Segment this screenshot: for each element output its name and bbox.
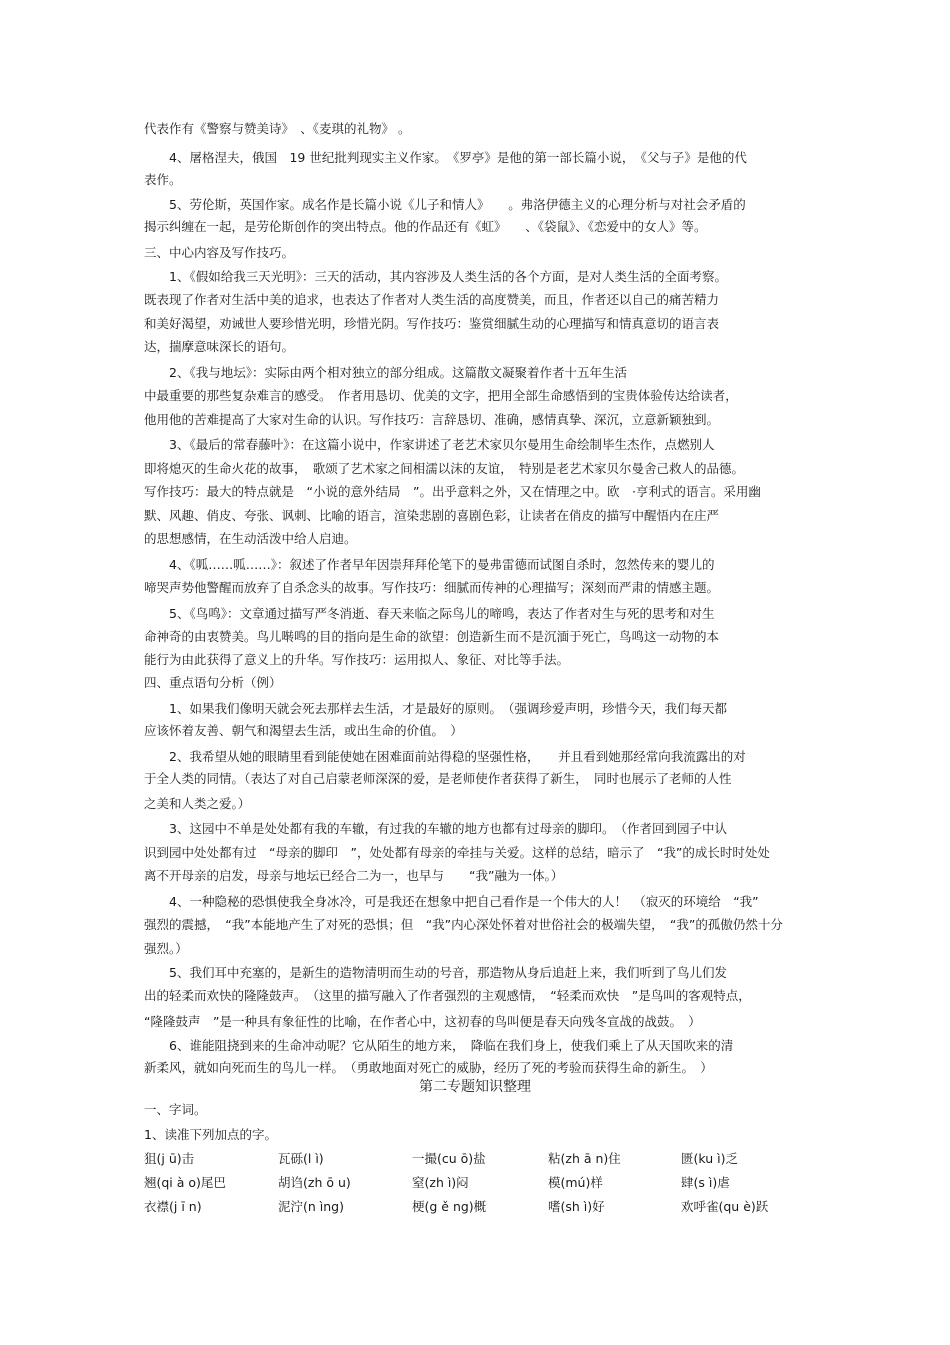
text-line: 4、屠格涅夫，俄国 19 世纪批判现实主义作家。 《罗亭》是他的第一部长篇小说， 《父与子》是他的代 [144, 150, 747, 165]
text-line: 2、我希望从她的眼睛里看到能使她在困难面前站得稳的坚强性格， 并且看到她那经常向我流露出的对 [144, 749, 746, 764]
text-line: 识到园中处处都有过 “母亲的脚印 ”，处处都有母亲的牵挂与关爱。这样的总结，暗示了 “我”的成长时时处处 [144, 845, 770, 860]
text-line: 四、重点语句分析（例） [144, 675, 282, 690]
text-line: 2、《我与地坛》：实际由两个相对独立的部分组成。这篇散文凝聚着作者十五年生活 [144, 365, 627, 380]
text-line: 5、劳伦斯，英国作家。成名作是长篇小说《儿子和情人》 。弗洛伊德主义的心理分析与对社会矛盾的 [144, 197, 746, 212]
vocab-item: 翘(qi à o)尾巴 [144, 1175, 226, 1190]
vocab-item: 瓦砾(l ì) [278, 1151, 324, 1166]
vocab-item: 胡诌(zh ō u) [278, 1175, 351, 1190]
vocab-item: 嗜(sh ì)好 [548, 1199, 605, 1214]
vocab-item: 梗(g ě ng)概 [412, 1199, 487, 1214]
text-line: 新柔风，就如向死而生的鸟儿一样。 （勇敢地面对死亡的威胁，经历了死的考验而获得生命的新生。 ） [144, 1060, 713, 1075]
text-line: 即将熄灭的生命火花的故事， 歌颂了艺术家之间相濡以沫的友谊， 特别是老艺术家贝尔曼舍己救人的品德。 [144, 461, 745, 476]
vocab-item: 窒(zh ì)闷 [412, 1175, 469, 1190]
text-line: 中最重要的那些复杂难言的感受。 作者用恳切、优美的文字，把用全部生命感悟到的宝贵体验传达给读者， [144, 388, 738, 403]
text-line: 达，揣摩意味深长的语句。 [144, 339, 295, 354]
section-heading: 一、字词。 [144, 1102, 207, 1117]
text-line: 4、《呱……呱……》：叙述了作者早年因崇拜拜伦笔下的曼弗雷德而试图自杀时，忽然传来的婴儿的 [144, 557, 715, 572]
text-line: 3、《最后的常春藤叶》：在这篇小说中，作家讲述了老艺术家贝尔曼用生命绘制毕生杰作，点燃别人 [144, 437, 715, 452]
exercise-prompt: 1、读准下列加点的字。 [144, 1127, 277, 1142]
text-line: 强烈。） [144, 941, 188, 956]
text-line: 揭示纠缠在一起，是劳伦斯创作的突出特点。他的作品还有《虹》 、《袋鼠》、《恋爱中的女人》等。 [144, 219, 707, 234]
text-line: 表作。 [144, 172, 182, 187]
text-line: “隆隆鼓声 ”是一种具有象征性的比喻，在作者心中，这初春的鸟叫便是春天向残冬宣战的战鼓。 ） [144, 1014, 701, 1029]
text-line: 和美好渴望，劝诫世人要珍惜光明，珍惜光阴。写作技巧：鉴赏细腻生动的心理描写和情真意切的语言表 [144, 316, 720, 331]
text-line: 既表现了作者对生活中美的追求，也表达了作者对人类生活的高度赞美，而且，作者还以自己的痛苦精力 [144, 292, 720, 307]
vocab-item: 一撮(cu ō)盐 [412, 1151, 486, 1166]
vocab-item: 欢呼雀(qu è)跃 [681, 1199, 769, 1214]
text-line: 他用他的苦难提高了大家对生命的认识。写作技巧：言辞恳切、准确，感情真挚、深沉，立意新颖独到。 [144, 412, 720, 427]
text-line: 默、风趣、俏皮、夸张、讽刺、比喻的语言，渲染悲剧的喜剧色彩，让读者在俏皮的描写中醒悟内在庄严 [144, 508, 720, 523]
text-line: 应该怀着友善、朝气和渴望去生活，或出生命的价值。 ） [144, 723, 463, 738]
text-line: 3、这园中不单是处处都有我的车辙，有过我的车辙的地方也都有过母亲的脚印。 （作者回到园子中认 [144, 821, 727, 836]
text-line: 出的轻柔而欢快的隆隆鼓声。 （这里的描写融入了作者强烈的主观感情， “轻柔而欢快 ”是鸟叫的客观特点， [144, 988, 751, 1003]
text-line: 写作技巧：最大的特点就是 “小说的意外结局 ”。出乎意料之外，又在情理之中。欧 ·亨利式的语言。采用幽 [144, 484, 761, 499]
vocab-item: 肆(s ì)虐 [681, 1175, 730, 1190]
section-title: 第二专题知识整理 [419, 1079, 531, 1095]
vocab-item: 模(mú)样 [548, 1175, 603, 1190]
vocab-item: 狙(j ū)击 [144, 1151, 195, 1166]
text-line: 6、谁能阻挠到来的生命冲动呢？它从陌生的地方来， 降临在我们身上，使我们乘上了从天国吹来的清 [144, 1038, 734, 1053]
text-line: 命神奇的由衷赞美。鸟儿啭鸣的目的指向是生命的欲望：创造新生而不是沉湎于死亡，鸟鸣这一动物的本 [144, 629, 720, 644]
text-line: 5、我们耳中充塞的，是新生的造物清明而生动的号音，那造物从身后追赶上来，我们听到了鸟儿们发 [144, 965, 727, 980]
text-line: 于全人类的同情。（表达了对自己启蒙老师深深的爱，是老师使作者获得了新生， 同时也展示了老师的人性 [144, 771, 732, 786]
text-line: 4、一种隐秘的恐惧使我全身冰冷，可是我还在想象中把自己看作是一个伟大的人！ （寂灭的环境给 “我” [144, 894, 759, 909]
text-line: 能行为由此获得了意义上的升华。写作技巧：运用拟人、象征、对比等手法。 [144, 652, 570, 667]
vocab-item: 匮(ku ì)乏 [681, 1151, 738, 1166]
text-line: 的思想感情，在生动活泼中给人启迪。 [144, 531, 357, 546]
text-line: 1、《假如给我三天光明》：三天的活动，其内容涉及人类生活的各个方面，是对人类生活的全面考察。 [144, 269, 727, 284]
vocab-item: 泥泞(n ìng) [278, 1199, 344, 1214]
text-line: 啼哭声势他警醒而放弃了自杀念头的故事。写作技巧：细腻而传神的心理描写；深刻而严肃的情感主题。 [144, 580, 720, 595]
text-line: 离不开母亲的启发，母亲与地坛已经合二为一，也早与 “我”融为一体。） [144, 868, 564, 883]
vocab-item: 粘(zh ā n)住 [548, 1151, 621, 1166]
text-line: 5、《鸟鸣》：文章通过描写严冬消逝、春天来临之际鸟儿的啼鸣，表达了作者对生与死的思考和对生 [144, 606, 715, 621]
text-line: 强烈的震撼， “我”本能地产生了对死的恐惧；但 “我”内心深处怀着对世俗社会的极端失望， “我”的孤傲仍然十分 [144, 917, 783, 932]
text-line: 之美和人类之爱。） [144, 796, 251, 811]
text-line: 1、如果我们像明天就会死去那样去生活，才是最好的原则。 （强调珍爱声明，珍惜今天，我们每天都 [144, 701, 727, 716]
text-line: 代表作有《警察与赞美诗》 、《麦琪的礼物》 。 [144, 121, 411, 136]
vocab-item: 衣襟(j ī n) [144, 1199, 202, 1214]
text-line: 三、中心内容及写作技巧。 [144, 245, 295, 260]
